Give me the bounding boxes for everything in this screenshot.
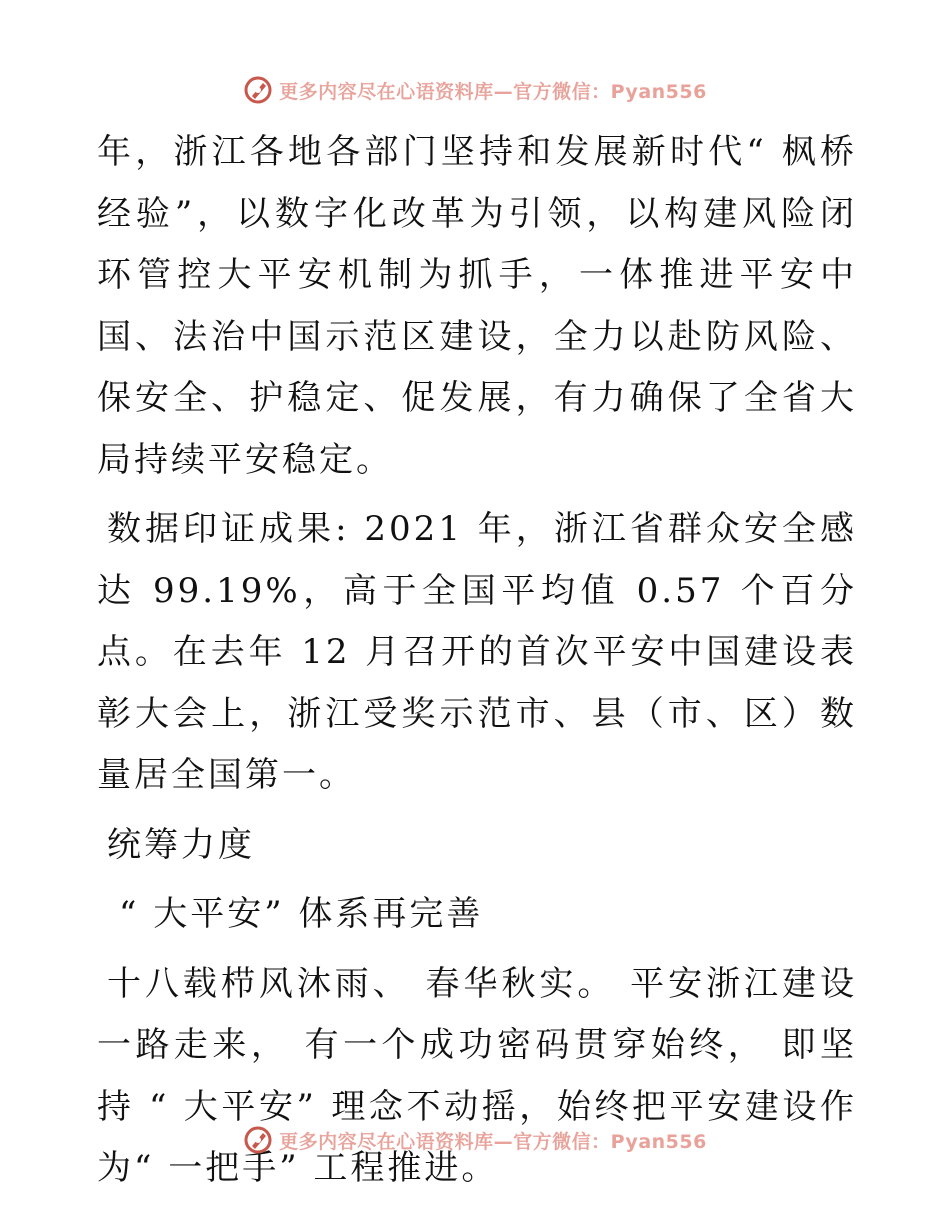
- paragraph-system: 十八载栉风沐雨、 春华秋实。 平安浙江建设一路走来， 有一个成功密码贯穿始终， 即坚持 “ 大平安” 理念不动摇，始终把平安建设作为“ 一把手” 工程推进。: [97, 963, 857, 1188]
- watermark-text: 更多内容尽在心语资料库—官方微信：Pyan556: [279, 80, 707, 103]
- watermark-text: 更多内容尽在心语资料库—官方微信：Pyan556: [279, 1130, 707, 1153]
- watermark-header: [0, 72, 950, 108]
- section-heading: 统筹力度: [107, 824, 255, 865]
- pen-seal-icon: [243, 75, 273, 105]
- paragraph-intro: 年，浙江各地各部门坚持和发展新时代“ 枫桥经验”，以数字化改革为引领，以构建风险闭环管控大平安机制为抓手，一体推进平安中国、法治中国示范区建设，全力以赴防风险、保安全、护稳定、促发展，有力确保了全省大局持续平安稳定。: [97, 132, 857, 480]
- pen-seal-icon: [243, 1125, 273, 1155]
- watermark-footer: [0, 1122, 950, 1158]
- section-subheading: “ 大平安” 体系再完善: [119, 894, 484, 934]
- paragraph-data-results: 数据印证成果: 2021 年，浙江省群众安全感达 99.19%，高于全国平均值 0.57 个百分点。在去年 12 月召开的首次平安中国建设表彰大会上，浙江受奖示范市、县（市、区）数量居全国第一。: [97, 509, 857, 795]
- document-body: [97, 122, 857, 1200]
